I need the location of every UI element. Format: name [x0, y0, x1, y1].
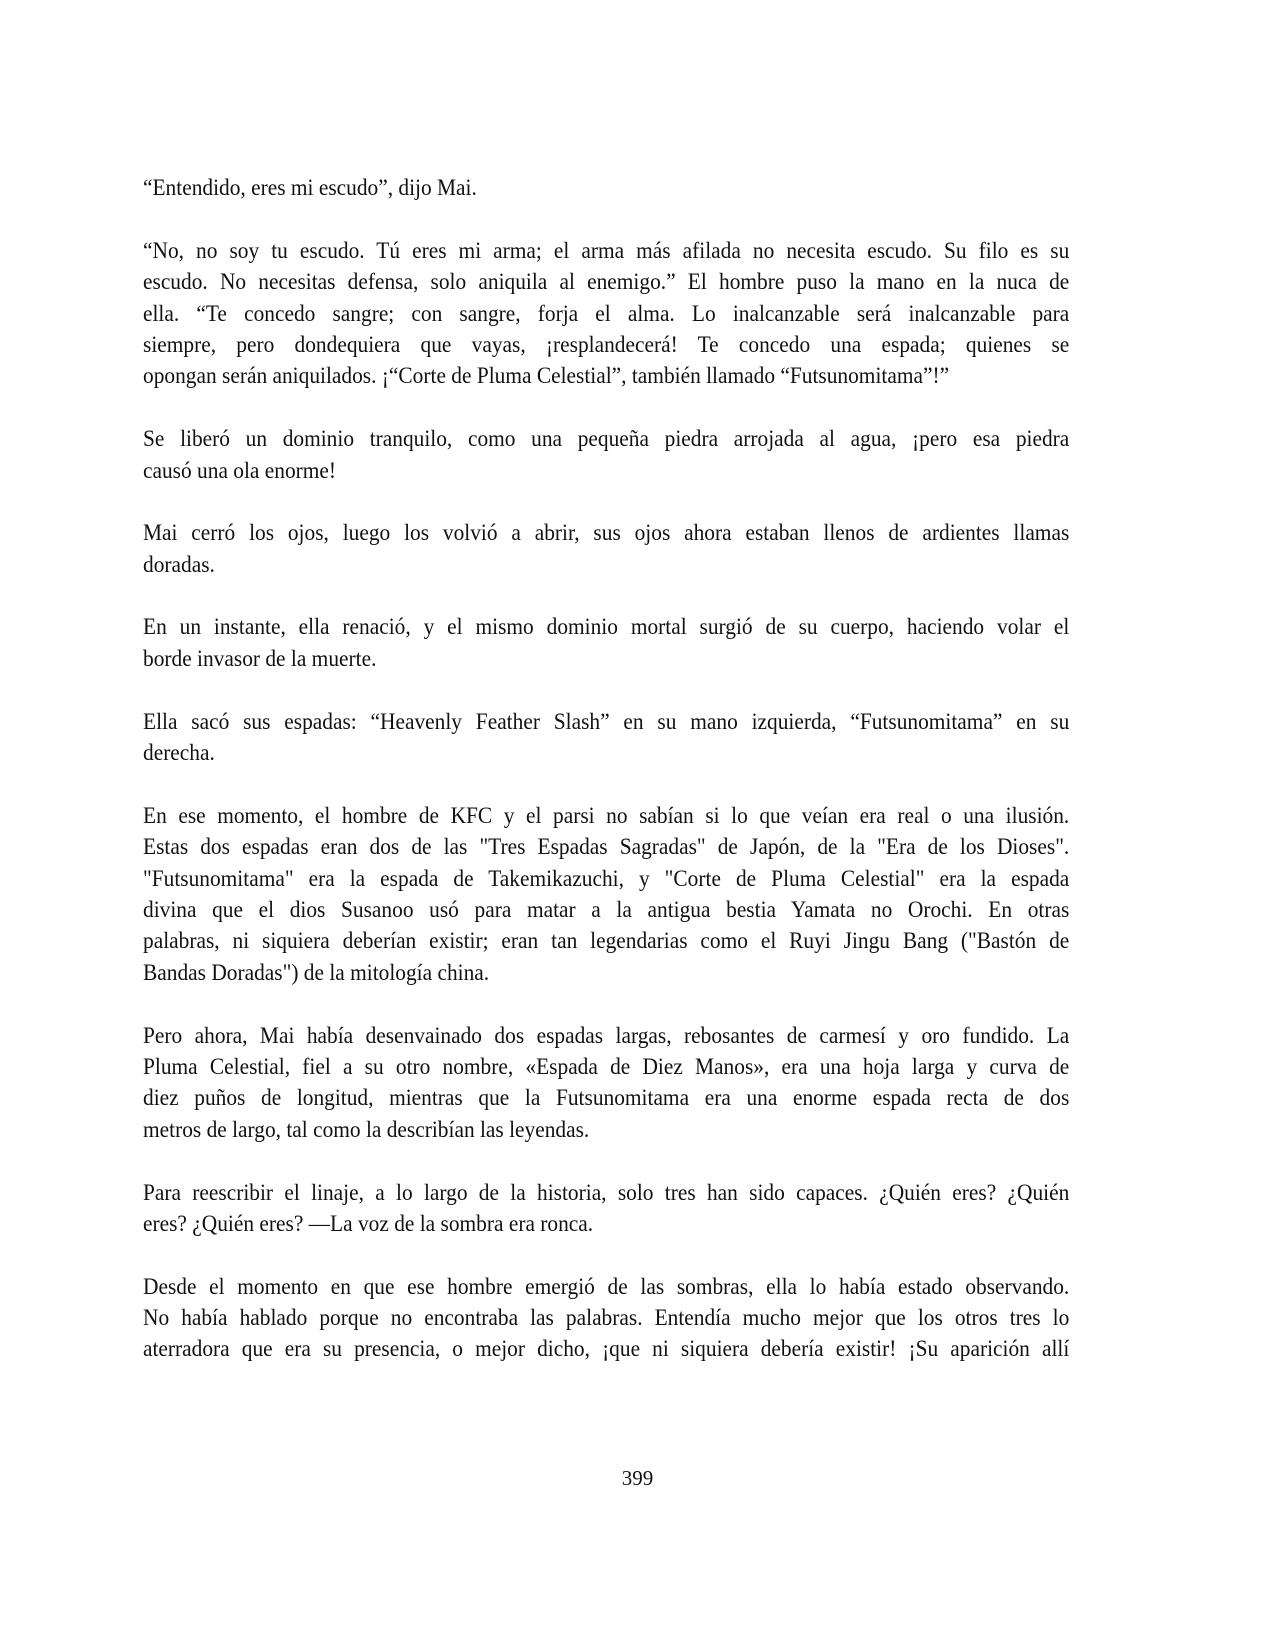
text-line: No había hablado porque no encontraba las palabras. Entendía mucho mejor que los otros tres lo — [143, 1305, 1070, 1331]
paragraph — [143, 706, 1069, 769]
text-line: "Futsunomitama" era la espada de Takemikazuchi, y "Corte de Pluma Celestial" era la espada — [143, 865, 1070, 891]
page-body — [143, 172, 1069, 1396]
text-line: En un instante, ella renació, y el mismo dominio mortal surgió de su cuerpo, haciendo volar el — [143, 614, 1070, 640]
text-line: metros de largo, tal como la describían las leyendas. — [143, 1116, 590, 1142]
text-line: aterradora que era su presencia, o mejor dicho, ¡que ni siquiera debería existir! ¡Su aparición allí — [143, 1336, 1070, 1362]
text-line: Desde el momento en que ese hombre emergió de las sombras, ella lo había estado observando. — [143, 1273, 1070, 1299]
text-line: Mai cerró los ojos, luego los volvió a abrir, sus ojos ahora estaban llenos de ardientes llamas — [143, 520, 1070, 546]
paragraph — [143, 1020, 1069, 1146]
text-line: Pluma Celestial, fiel a su otro nombre, «Espada de Diez Manos», era una hoja larga y curva de — [143, 1053, 1070, 1079]
paragraph — [143, 172, 1069, 203]
paragraph — [143, 611, 1069, 674]
text-line: “Entendido, eres mi escudo”, dijo Mai. — [143, 175, 477, 200]
text-line: Pero ahora, Mai había desenvainado dos espadas largas, rebosantes de carmesí y oro fundido. La — [143, 1022, 1070, 1048]
text-line: Se liberó un dominio tranquilo, como una pequeña piedra arrojada al agua, ¡pero esa piedra — [143, 426, 1070, 452]
text-line: derecha. — [143, 740, 215, 766]
paragraph — [143, 517, 1069, 580]
text-line: siempre, pero dondequiera que vayas, ¡resplandecerá! Te concedo una espada; quienes se — [143, 331, 1070, 357]
text-line: palabras, ni siquiera deberían existir; eran tan legendarias como el Ruyi Jingu Bang ("Bastón de — [143, 928, 1070, 954]
text-line: En ese momento, el hombre de KFC y el parsi no sabían si lo que veían era real o una ilusión. — [143, 802, 1070, 828]
paragraph — [143, 1271, 1069, 1365]
text-line: causó una ola enorme! — [143, 457, 337, 483]
paragraph — [143, 1177, 1069, 1240]
text-line: divina que el dios Susanoo usó para matar a la antigua bestia Yamata no Orochi. En otras — [143, 896, 1070, 922]
paragraph — [143, 423, 1069, 486]
text-line: ella. “Te concedo sangre; con sangre, forja el alma. Lo inalcanzable será inalcanzable para — [143, 300, 1070, 326]
text-line: opongan serán aniquilados. ¡“Corte de Pluma Celestial”, también llamado “Futsunomitama”!” — [143, 363, 950, 389]
text-line: “No, no soy tu escudo. Tú eres mi arma; el arma más afilada no necesita escudo. Su filo es su — [143, 237, 1070, 263]
text-line: doradas. — [143, 551, 215, 577]
text-line: diez puños de longitud, mientras que la Futsunomitama era una enorme espada recta de dos — [143, 1085, 1070, 1111]
paragraph — [143, 800, 1069, 988]
page-number: 399 — [621, 1466, 654, 1490]
text-line: borde invasor de la muerte. — [143, 645, 377, 671]
paragraph — [143, 235, 1069, 392]
text-line: Bandas Doradas") de la mitología china. — [143, 959, 490, 985]
text-line: escudo. No necesitas defensa, solo aniquila al enemigo.” El hombre puso la mano en la nuca de — [143, 269, 1070, 295]
text-line: Para reescribir el linaje, a lo largo de la historia, solo tres han sido capaces. ¿Quién eres? ¿Quién — [143, 1179, 1070, 1205]
text-line: Estas dos espadas eran dos de las "Tres Espadas Sagradas" de Japón, de la "Era de los Dioses". — [143, 834, 1070, 860]
text-line: eres? ¿Quién eres? —La voz de la sombra era ronca. — [143, 1210, 594, 1236]
text-line: Ella sacó sus espadas: “Heavenly Feather Slash” en su mano izquierda, “Futsunomitama” en su — [143, 708, 1070, 734]
